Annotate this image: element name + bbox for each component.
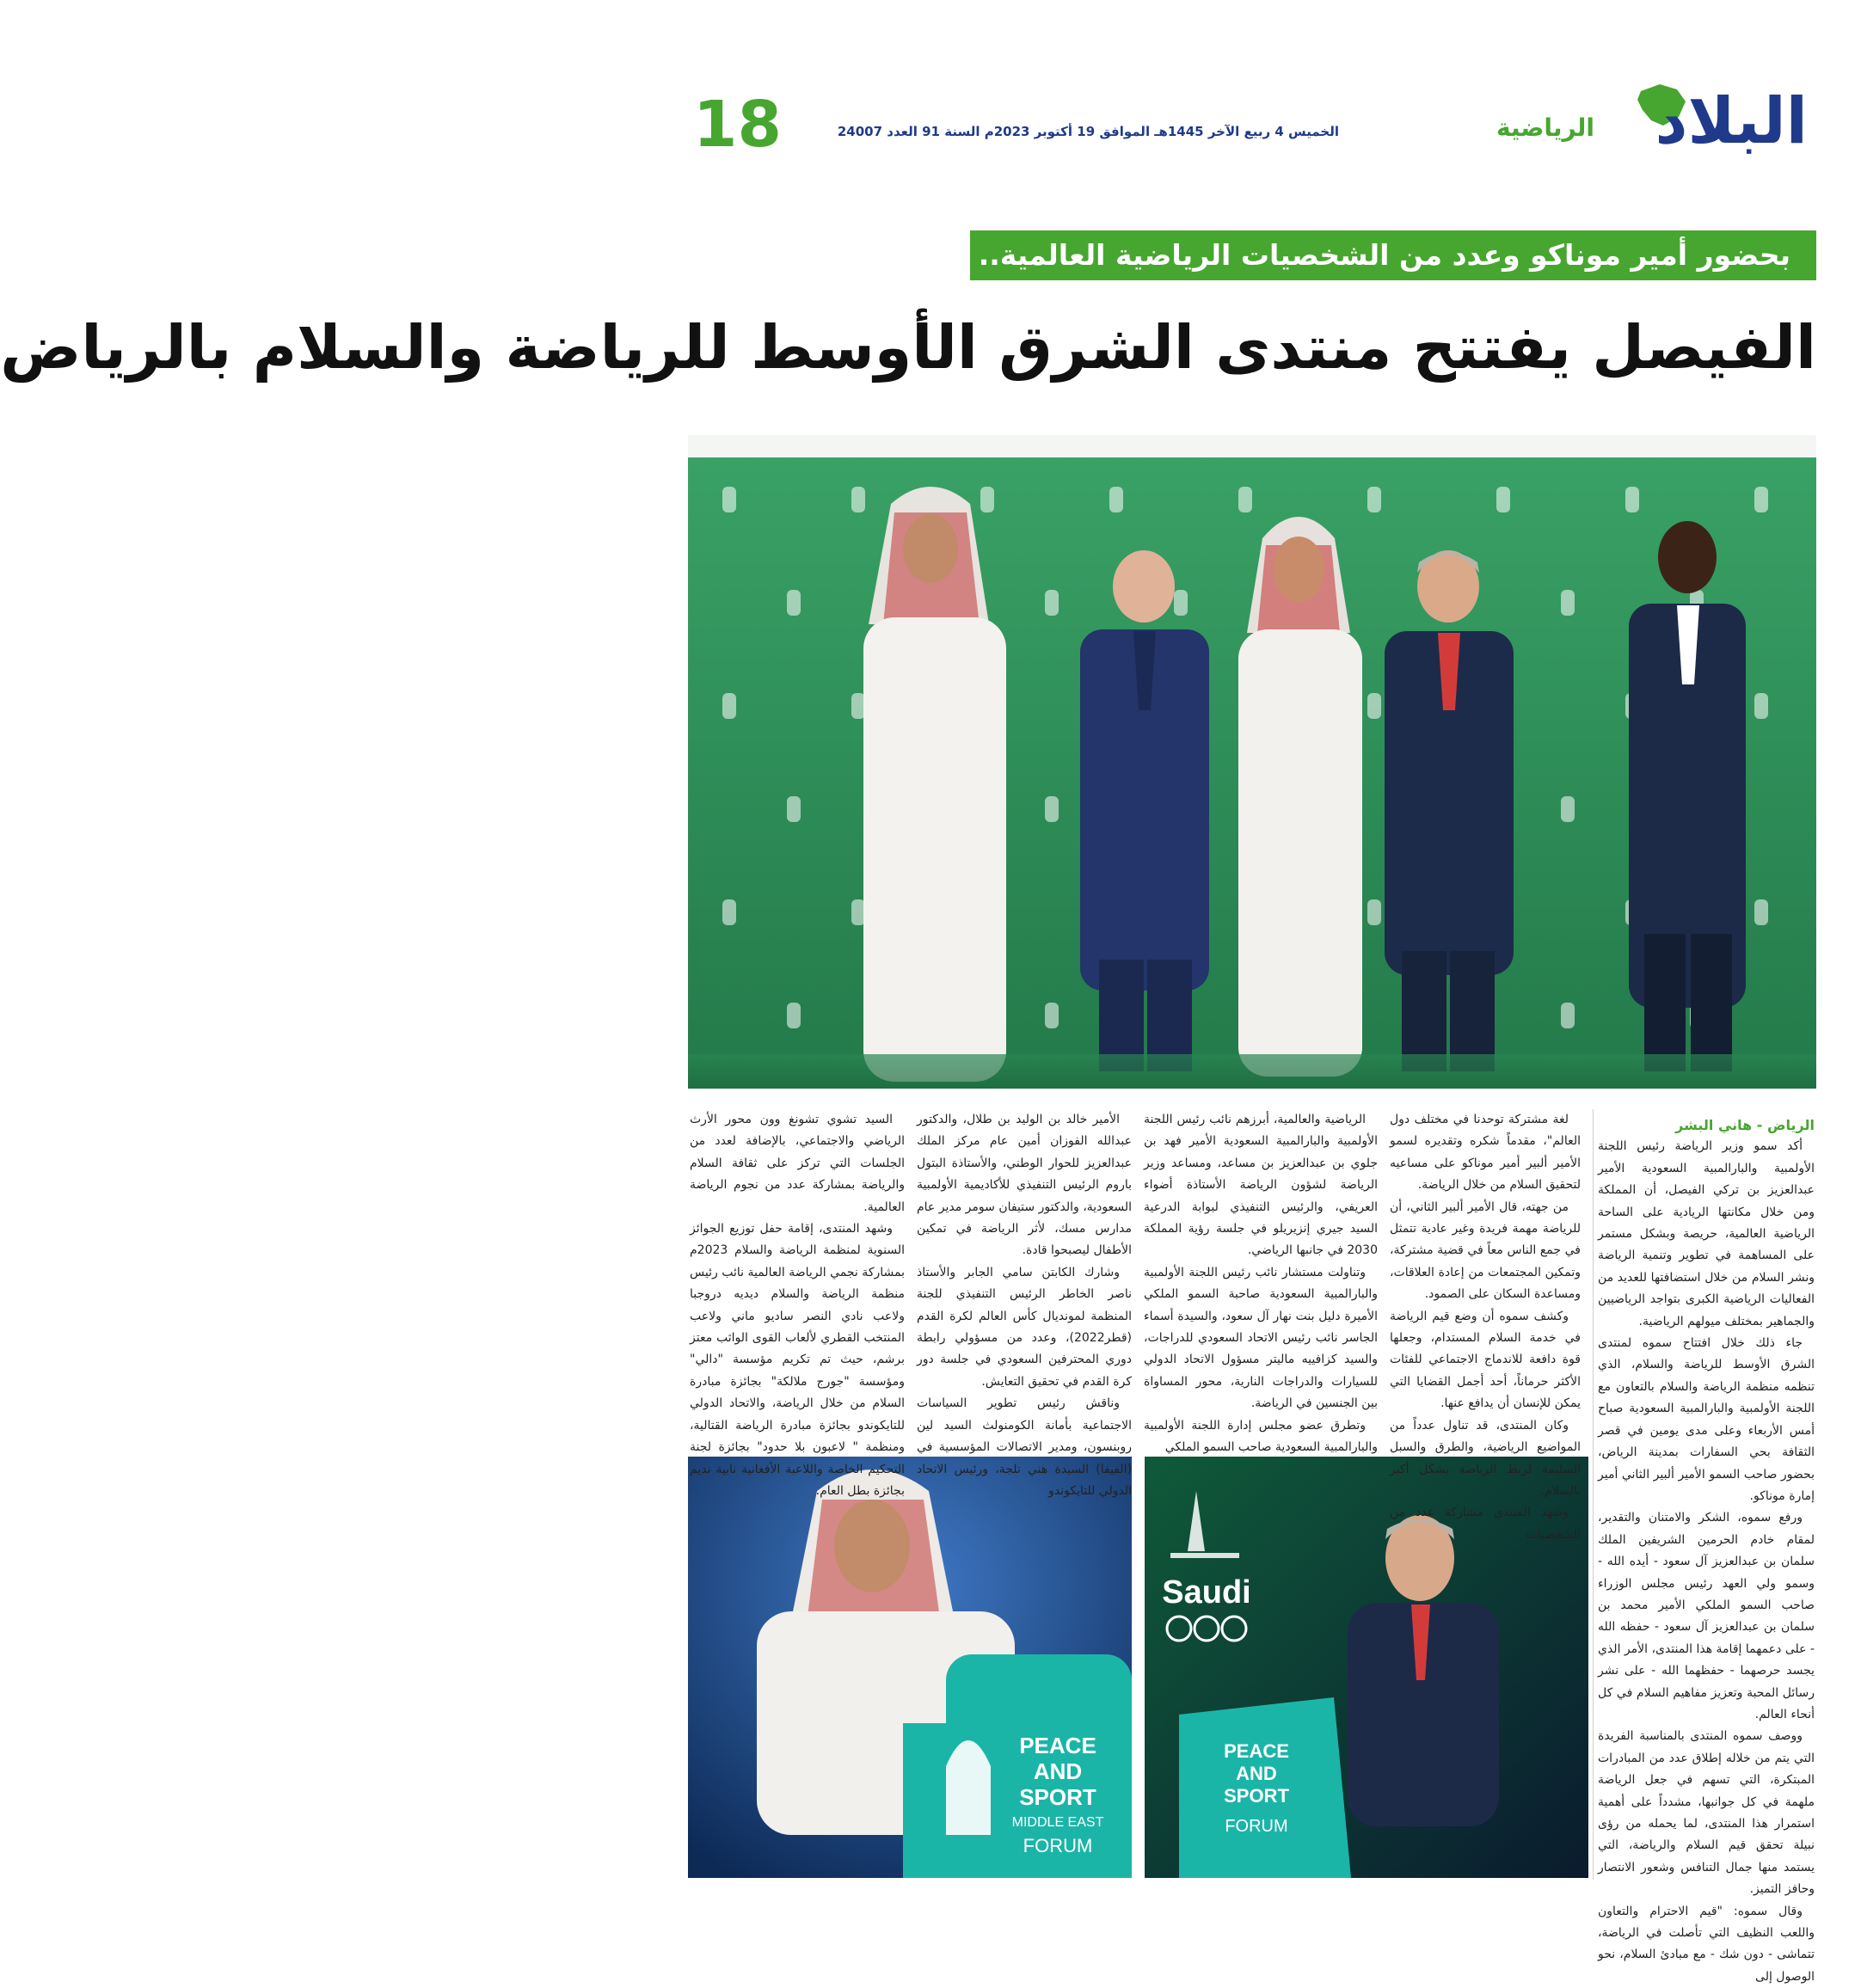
paragraph: وقال سموه: "قيم الاحترام والتعاون واللعب النظيف التي تأصلت في الرياضة، تتماشى - دون شك - مع مبادئ السلام، نحو الوصول إلى (1598, 1904, 1815, 1984)
paragraph: الأمير خالد بن الوليد بن طلال، والدكتور عبدالله الفوزان أمين عام مركز الملك عبدالعزيز للحوار الوطني، والأستاذة البتول باروم الرئيس التنفيذي للأكاديمية الأولمبية السعودية، والدكتور ستيفان سومر مدير عام مدارس مسك، لأثر الرياضة في تمكين الأطفال ليصبحوا قادة. (917, 1113, 1132, 1258)
page-number: 18 (693, 88, 782, 162)
paragraph: أكد سمو وزير الرياضة رئيس اللجنة الأولمبية والبارالمبية السعودية الأمير عبدالعزيز بن تركي الفيصل، أن المملكة ومن خلال مكانتها الريادية على الساحة الرياضية العالمية، حريصة وبشكل مستمر على المساهمة في تطوير وتنمية الرياضة ونشر السلام من خلال استضافتها للعديد من الفعاليات الرياضية الكبرى بتواجد الرياضيين والجماهير بمختلف ميولهم الرياضية. (1598, 1139, 1815, 1328)
backdrop-logo-mark (1819, 796, 1833, 822)
paragraph: وتطرق عضو مجلس إدارة اللجنة الأولمبية والبارالمبية السعودية صاحب السمو الملكي (1144, 1418, 1378, 1455)
issue-date-line: الخميس 4 ربيع الآخر 1445هـ الموافق 19 أكتوبر 2023م السنة 91 العدد 24007 (837, 124, 1339, 139)
speaker-photo-left (688, 1457, 1132, 1878)
article-column-1 (1598, 1114, 1815, 1984)
paragraph: وتناولت مستشار نائب رئيس اللجنة الأولمبية والبارالمبية السعودية صاحبة السمو الملكي الأميرة دليل بنت نهار آل سعود، والسيدة أسماء الجاسر نائب رئيس الاتحاد السعودي للدراجات، والسيد كزافييه ماليتر مسؤول الاتحاد الدولي للسيارات والدراجات النارية، محور المساواة بين الجنسين في الرياضة. (1144, 1265, 1378, 1411)
mid-podium-and: AND (1236, 1763, 1277, 1784)
backdrop-logo-mark (851, 487, 865, 512)
backdrop-logo-mark (1367, 899, 1381, 925)
paragraph: ووصف سموه المنتدى بالمناسبة الفريدة التي يتم من خلاله إطلاق عدد من المبادرات المبتكرة، التي تسهم في جعل الرياضة ملهمة في كل جوانبها، مشدداً على أهمية استمرار هذا المنتدى، لما يحمله من رؤى نبيلة تحقق قيم السلام والرياضة، التي يستمد منها جمال التنافس وشعور الانتصار وحافز التميز. (1598, 1729, 1815, 1897)
backdrop-logo-mark (1045, 796, 1059, 822)
mid-podium-forum: FORUM (1225, 1817, 1288, 1836)
backdrop-logo-mark (722, 693, 736, 719)
article-column-5 (690, 1109, 905, 1498)
article-column-4 (917, 1109, 1132, 1498)
backdrop-logo-mark (787, 590, 801, 616)
speaker-left-illustration (688, 1457, 1132, 1878)
podium-text-middle-east: MIDDLE EAST (1011, 1815, 1104, 1830)
masthead (693, 84, 1816, 163)
newspaper-logo (1610, 84, 1816, 163)
backdrop-logo-mark (1367, 487, 1381, 512)
backdrop-logo-mark (722, 487, 736, 512)
podium-text-and: AND (1033, 1758, 1083, 1784)
backdrop-logo-mark (1561, 796, 1575, 822)
paragraph: لغة مشتركة توحدنا في مختلف دول العالم"، مقدماً شكره وتقديره لسمو الأمير ألبير أمير موناكو على مساعيه لتحقيق السلام من خلال الرياضة. (1390, 1113, 1581, 1193)
saudi-backdrop-label: Saudi (1162, 1574, 1251, 1611)
article-column-3 (1144, 1109, 1378, 1455)
logo-wordmark: البلاد (1655, 84, 1808, 158)
backdrop-logo-mark (1561, 590, 1575, 616)
headline-kicker: بحضور أمير موناكو وعدد من الشخصيات الرياضية العالمية.. (970, 230, 1816, 280)
backdrop-logo-mark (1754, 899, 1768, 925)
backdrop-logo-mark (1045, 590, 1059, 616)
backdrop-logo-mark (787, 1003, 801, 1028)
backdrop-logo-mark (1561, 1003, 1575, 1028)
backdrop-logo-mark (1754, 487, 1768, 512)
paragraph: من جهته، قال الأمير ألبير الثاني، أن للرياضة مهمة فريدة وغير عادية تتمثل في جمع الناس معاً في قضية مشتركة، وتمكين المجتمعات من إعادة العلاقات، ومساعدة السكان على الصمود. (1390, 1200, 1581, 1302)
backdrop-logo-mark (1819, 1003, 1833, 1028)
paragraph: ورفع سموه، الشكر والامتنان والتقدير، لمقام خادم الحرمين الشريفين الملك سلمان بن عبدالعزيز آل سعود - أيده الله - وسمو ولي العهد رئيس مجلس الوزراء صاحب السمو الملكي الأمير محمد بن سلمان بن عبدالعزيز آل سعود - حفظه الله - على دعمهما إقامة هذا المنتدى، الأمر الذي يجسد حرصهما - حفظهما الله - على نشر رسائل المحبة وتعزيز مفاهيم السلام في كل أنحاء العالم. (1598, 1511, 1815, 1721)
backdrop-logo-mark (1819, 590, 1833, 616)
backdrop-logo-mark (851, 899, 865, 925)
podium-text-forum: FORUM (1023, 1835, 1093, 1856)
mid-podium-peace: PEACE (1224, 1740, 1289, 1762)
section-name: الرياضية (1496, 114, 1594, 142)
backdrop-logo-mark (1367, 693, 1381, 719)
paragraph: جاء ذلك خلال افتتاح سموه لمنتدى الشرق الأوسط للرياضة والسلام، الذي تنظمه منظمة الرياضة والسلام بالتعاون مع اللجنة الأولمبية والبارالمبية السعودية صباح أمس الأربعاء وعلى مدى يومين في قصر الثقافة بحي السفارات بمدينة الرياض، بحضور صاحب السمو الأمير ألبير الثاني أمير إمارة موناكو. (1598, 1336, 1815, 1503)
paragraph: وشهد المنتدى، إقامة حفل توزيع الجوائز السنوية لمنظمة الرياضة والسلام 2023م بمشاركة نجمي الرياضة العالمية نائب رئيس منظمة الرياضة والسلام ديديه دروجبا ولاعب نادي النصر ساديو ماني ولاعب المنتخب القطري لألعاب القوى الواثب معتز برشم، حيث تم تكريم مؤسسة "دالي" ومؤسسة "جورج ملالكة" بجائزة مبادرة السلام من خلال الرياضة، والاتحاد الدولي للتايكوندو بجائزة مبادرة الرياضة القتالية، ومنظمة " لاعبون بلا حدود" بجائزة لجنة التحكيم الخاصة واللاعبة الأفغانية نابية نديم بجائزة بطل العام. (690, 1222, 905, 1498)
backdrop-logo-mark (1238, 487, 1252, 512)
backdrop-logo-mark (787, 796, 801, 822)
backdrop-logo-mark (1174, 590, 1188, 616)
backdrop-logo-mark (722, 899, 736, 925)
backdrop-logo-mark (1109, 487, 1123, 512)
mid-podium-sport: SPORT (1224, 1785, 1289, 1807)
article-column-2 (1390, 1109, 1581, 1542)
article-byline: الرياض - هاني البشر (1675, 1117, 1815, 1133)
paragraph: وناقش رئيس تطوير السياسات الاجتماعية بأمانة الكومنولث السيد لين روبنسون، ومدير الاتصالات المؤسسية في (الفيفا) السيدة هني تلجة، ورئيس الاتحاد الدولي للتايكوندو (917, 1396, 1132, 1498)
column-divider (1593, 1109, 1594, 1880)
backdrop-logo-mark (980, 487, 994, 512)
paragraph: السيد تشوي تشونغ وون محور الأرث الرياضي والاجتماعي، بالإضافة لعدد من الجلسات التي تركز على ثقافة السلام والرياضة بمشاركة عدد من نجوم الرياضة العالمية. (690, 1113, 905, 1214)
backdrop-logo-mark (1625, 487, 1639, 512)
paragraph: وكان المنتدى، قد تناول عدداً من المواضيع الرياضية، والطرق والسبل السليمة لربط الرياضة بشكل أكبر بالسلام. (1390, 1418, 1581, 1498)
podium-text-sport: SPORT (1019, 1784, 1096, 1810)
backdrop-logo-mark (851, 693, 865, 719)
paragraph: وشهد المنتدى مشاركة عدد من الشخصيات (1390, 1506, 1581, 1542)
backdrop-logo-mark (1045, 1003, 1059, 1028)
backdrop-logo-mark (1754, 693, 1768, 719)
paragraph: وكشف سموه أن وضع قيم الرياضة في خدمة السلام المستدام، وجعلها قوة دافعة للاندماج الاجتماعي للفئات الأكثر حرماناً، أحد أجمل القضايا التي يمكن للإنسان أن يدافع عنها. (1390, 1309, 1581, 1411)
podium-text-peace: PEACE (1019, 1733, 1096, 1758)
backdrop-logo-mark (1496, 487, 1510, 512)
paragraph: وشارك الكابتن سامي الجابر والأستاذ ناصر الخاطر الرئيس التنفيذي للجنة المنظمة لمونديال كأس العالم لكرة القدم (قطر2022)، وعدد من مسؤولي رابطة دوري المحترفين السعودي في جلسة دور كرة القدم في تحقيق التعايش. (917, 1265, 1132, 1389)
main-headline: الفيصل يفتتح منتدى الشرق الأوسط للرياضة والسلام بالرياض (0, 312, 1816, 383)
paragraph: الرياضية والعالمية، أبرزهم نائب رئيس اللجنة الأولمبية والبارالمبية السعودية الأمير فهد بن جلوي بن عبدالعزيز بن مساعد، ومساعد وزير الرياضة لشؤون الرياضة الأستاذة أضواء العريفي، والرئيس التنفيذي لبوابة الدرعية السيد جيري إنزيريلو في جلسة رؤية المملكة 2030 في جانبها الرياضي. (1144, 1113, 1378, 1258)
group-photo-illustration (688, 435, 1816, 1089)
person-center (1238, 517, 1362, 1077)
main-group-photo (688, 435, 1816, 1089)
